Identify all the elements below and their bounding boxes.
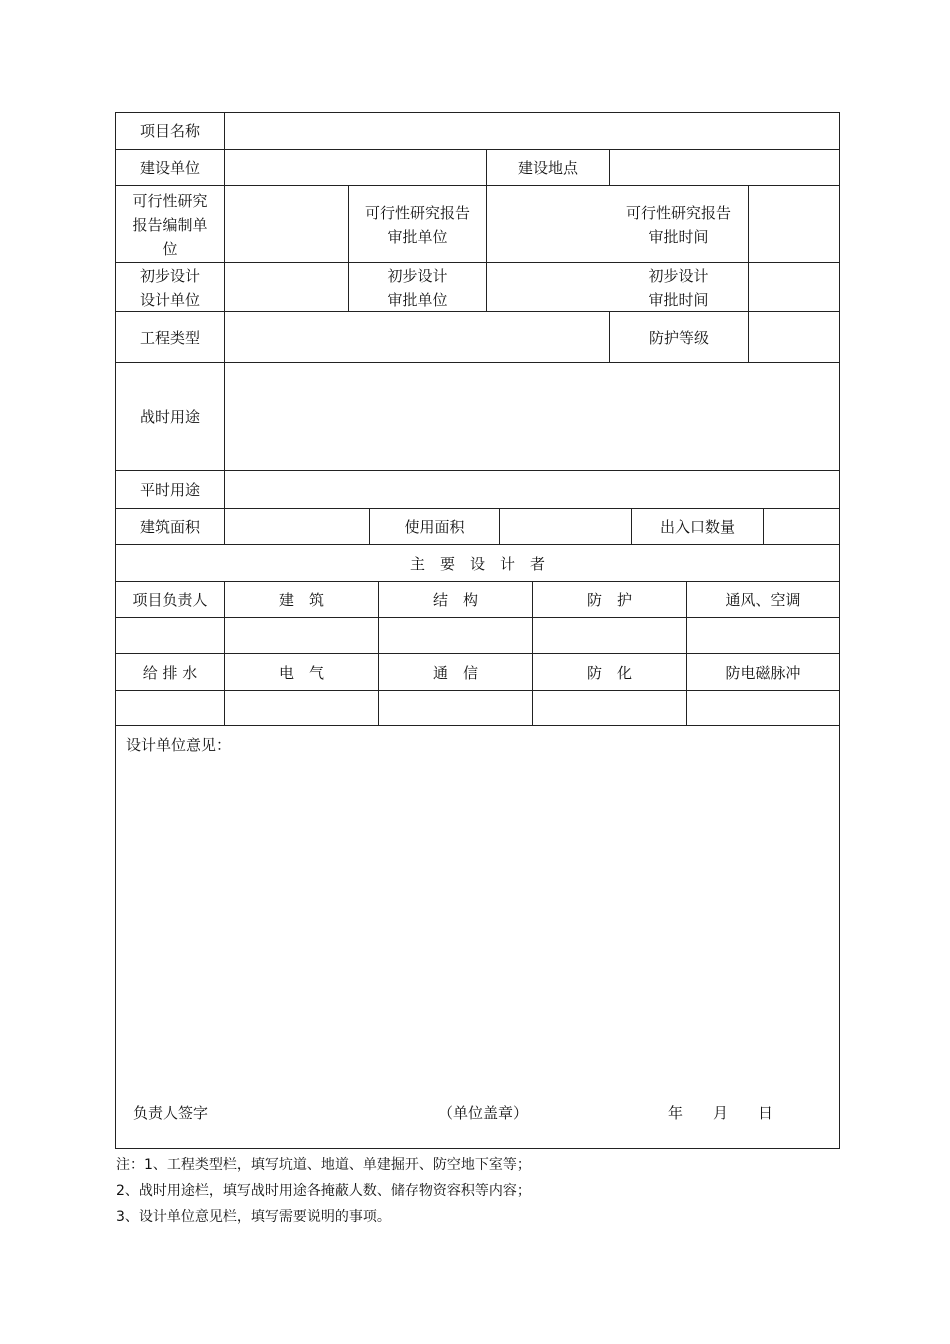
row-designer-roles-2 [116, 653, 839, 691]
row-peacetime [116, 470, 839, 509]
role-protection-cell [532, 582, 686, 618]
engineering-type-label-cell [116, 312, 224, 363]
builder-label: 建设单位 [139, 159, 200, 177]
peacetime-use-label: 平时用途 [139, 481, 200, 499]
role-electrical-cell [224, 654, 378, 691]
note-line-1: 注：1、工程类型栏，填写坑道、地道、单建掘开、防空地下室等； [116, 1157, 531, 1173]
engineering-type-field[interactable] [224, 312, 609, 363]
feasibility-author-label-cell [116, 186, 224, 263]
feasibility-approver-label: 可行性研究报告 审批单位 [364, 203, 470, 246]
feasibility-time-label-cell [609, 186, 748, 263]
registration-form-table [115, 112, 840, 1149]
usable-area-label-cell [369, 509, 499, 545]
name-structure-field[interactable] [378, 618, 532, 654]
name-electrical-field[interactable] [224, 691, 378, 726]
preliminary-time-field[interactable] [748, 263, 839, 312]
usable-area-label: 使用面积 [404, 518, 465, 536]
name-protection-field[interactable] [532, 618, 686, 654]
project-name-field[interactable] [224, 113, 839, 149]
role-structure-cell [378, 582, 532, 618]
preliminary-designer-label-cell [116, 263, 224, 312]
role-emp-defense-cell [686, 654, 839, 691]
role-chemical-defense: 防 化 [586, 663, 632, 682]
name-architecture-field[interactable] [224, 618, 378, 654]
row-area [116, 508, 839, 545]
protection-level-label-cell [609, 312, 748, 363]
designers-header: 主 要 设 计 者 [409, 554, 545, 573]
note-line-2: 2、战时用途栏，填写战时用途各掩蔽人数、储存物资容积等内容； [116, 1183, 531, 1199]
name-plumbing-field[interactable] [116, 691, 224, 726]
feasibility-author-field[interactable] [224, 186, 348, 263]
wartime-use-field[interactable] [224, 363, 839, 471]
role-structure: 结 构 [432, 591, 478, 609]
project-name-label: 项目名称 [139, 122, 200, 140]
location-label-cell [486, 150, 609, 186]
date-label: 年 月 日 [668, 1104, 774, 1122]
role-emp-defense: 防电磁脉冲 [725, 663, 801, 682]
row-designers-header [116, 544, 839, 582]
role-communication-cell [378, 654, 532, 691]
wartime-use-label-cell [116, 363, 224, 471]
project-name-label-cell [116, 113, 224, 149]
row-design-opinion [116, 725, 839, 1148]
role-project-lead-cell [116, 582, 224, 618]
location-label: 建设地点 [517, 159, 578, 177]
building-area-field[interactable] [224, 509, 369, 545]
role-communication: 通 信 [432, 663, 478, 682]
designers-header-cell [116, 545, 839, 582]
role-project-lead: 项目负责人 [132, 591, 208, 609]
peacetime-use-label-cell [116, 471, 224, 509]
exits-count-label-cell [631, 509, 763, 545]
row-builder [116, 149, 839, 186]
peacetime-use-field[interactable] [224, 471, 839, 509]
role-architecture-cell [224, 582, 378, 618]
role-hvac: 通风、空调 [725, 591, 801, 609]
usable-area-field[interactable] [499, 509, 631, 545]
role-plumbing-cell [116, 654, 224, 691]
location-field[interactable] [609, 150, 839, 186]
design-opinion-field[interactable] [116, 726, 839, 1148]
seal-label: （单位盖章） [438, 1104, 529, 1122]
feasibility-time-label: 可行性研究报告 审批时间 [625, 203, 731, 246]
form-notes [116, 1152, 531, 1230]
feasibility-approver-field[interactable] [486, 186, 609, 263]
row-preliminary [116, 262, 839, 312]
name-emp-defense-field[interactable] [686, 691, 839, 726]
row-project-name [116, 113, 839, 149]
builder-label-cell [116, 150, 224, 186]
role-hvac-cell [686, 582, 839, 618]
preliminary-approver-label-cell [348, 263, 486, 312]
wartime-use-label: 战时用途 [139, 408, 200, 426]
building-area-label-cell [116, 509, 224, 545]
design-opinion-label: 设计单位意见： [126, 736, 232, 754]
builder-field[interactable] [224, 150, 486, 186]
row-feasibility [116, 185, 839, 263]
feasibility-approver-label-cell [348, 186, 486, 263]
preliminary-designer-label: 初步设计 设计单位 [139, 266, 200, 309]
row-designer-roles-1 [116, 581, 839, 618]
feasibility-time-field[interactable] [748, 186, 839, 263]
preliminary-time-label-cell [609, 263, 748, 312]
engineering-type-label: 工程类型 [139, 328, 200, 347]
building-area-label: 建筑面积 [139, 518, 200, 536]
protection-level-field[interactable] [748, 312, 839, 363]
protection-level-label: 防护等级 [648, 328, 709, 347]
preliminary-time-label: 初步设计 审批时间 [648, 266, 709, 309]
role-protection: 防 护 [586, 591, 632, 609]
row-designer-names-1 [116, 617, 839, 654]
signature-label: 负责人签字 [133, 1104, 209, 1122]
role-plumbing: 给 排 水 [142, 663, 198, 682]
exits-count-field[interactable] [763, 509, 839, 545]
name-communication-field[interactable] [378, 691, 532, 726]
row-wartime [116, 362, 839, 471]
name-chemical-defense-field[interactable] [532, 691, 686, 726]
name-project-lead-field[interactable] [116, 618, 224, 654]
feasibility-author-label: 可行性研究 报告编制单 位 [132, 191, 208, 258]
row-designer-names-2 [116, 690, 839, 726]
preliminary-designer-field[interactable] [224, 263, 348, 312]
role-architecture: 建 筑 [278, 591, 324, 609]
exits-count-label: 出入口数量 [659, 518, 735, 536]
note-line-3: 3、设计单位意见栏，填写需要说明的事项。 [116, 1209, 391, 1225]
row-engineering [116, 311, 839, 363]
role-chemical-defense-cell [532, 654, 686, 691]
preliminary-approver-label: 初步设计 审批单位 [387, 266, 448, 309]
role-electrical: 电 气 [278, 663, 324, 682]
name-hvac-field[interactable] [686, 618, 839, 654]
preliminary-approver-field[interactable] [486, 263, 609, 312]
